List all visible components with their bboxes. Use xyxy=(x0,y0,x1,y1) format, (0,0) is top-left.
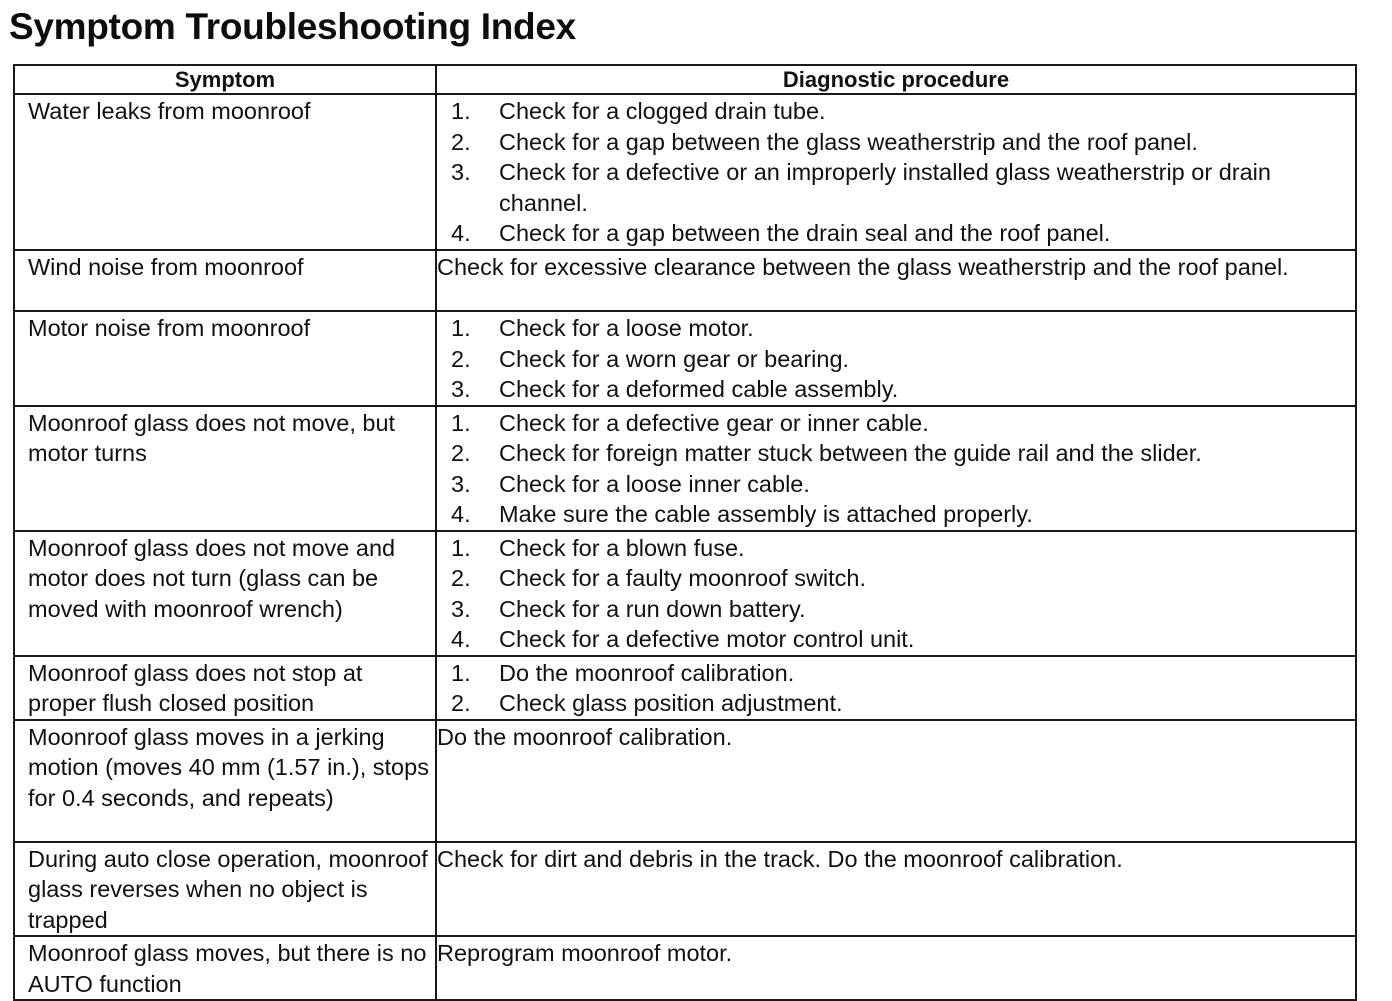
table-row xyxy=(14,842,1356,937)
step-number: 3. xyxy=(451,595,471,622)
step-text: Check for a defective gear or inner cable. xyxy=(499,409,929,436)
procedure-steps xyxy=(437,533,1355,655)
symptom-cell: Moonroof glass moves in a jerking motion (moves 40 mm (1.57 in.), stops for 0.4 seconds, and repeats) xyxy=(14,720,436,842)
procedure-steps xyxy=(437,408,1355,530)
step-text: Check for a defective or an improperly installed glass weatherstrip or drain channel. xyxy=(499,159,1271,216)
step-text: Check for a gap between the glass weatherstrip and the roof panel. xyxy=(499,128,1198,155)
symptom-cell: During auto close operation, moonroof glass reverses when no object is trapped xyxy=(14,842,436,937)
procedure-column-header: Diagnostic procedure xyxy=(436,65,1356,94)
procedure-step xyxy=(437,374,1355,405)
step-text: Check for a worn gear or bearing. xyxy=(499,345,850,372)
step-number: 3. xyxy=(451,159,471,185)
symptom-cell: Moonroof glass moves, but there is no AUTO function xyxy=(14,936,436,1000)
procedure-steps xyxy=(437,658,1355,719)
procedure-cell xyxy=(436,311,1356,406)
table-row xyxy=(14,311,1356,406)
troubleshooting-table xyxy=(13,64,1357,1001)
table-row xyxy=(14,406,1356,531)
procedure-step xyxy=(437,688,1355,719)
step-text: Check for a blown fuse. xyxy=(499,534,745,561)
step-text: Check for a run down battery. xyxy=(499,595,806,622)
step-text: Check for a loose motor. xyxy=(499,315,754,341)
step-number: 2. xyxy=(451,690,471,716)
symptom-cell: Motor noise from moonroof xyxy=(14,311,436,406)
procedure-step xyxy=(437,127,1355,158)
symptom-column-header: Symptom xyxy=(14,65,436,94)
procedure-step xyxy=(437,658,1355,689)
procedure-step xyxy=(437,438,1355,469)
procedure-step xyxy=(437,469,1355,500)
step-text: Check for a gap between the drain seal and the roof panel. xyxy=(499,220,1111,246)
procedure-step xyxy=(437,313,1355,344)
procedure-cell xyxy=(436,406,1356,531)
procedure-steps xyxy=(437,313,1355,405)
procedure-step xyxy=(437,624,1355,655)
step-number: 3. xyxy=(451,376,471,402)
step-text: Check for a loose inner cable. xyxy=(499,470,810,497)
table-row xyxy=(14,656,1356,720)
procedure-steps xyxy=(437,96,1355,249)
table-row xyxy=(14,720,1356,842)
step-text: Check for a defective motor control unit. xyxy=(499,626,915,652)
step-number: 1. xyxy=(451,409,471,436)
step-number: 3. xyxy=(451,470,471,497)
symptom-cell: Moonroof glass does not stop at proper flush closed position xyxy=(14,656,436,720)
symptom-cell: Wind noise from moonroof xyxy=(14,250,436,311)
procedure-step xyxy=(437,157,1355,218)
step-number: 2. xyxy=(451,128,471,155)
procedure-step xyxy=(437,408,1355,439)
step-number: 4. xyxy=(451,220,471,246)
step-text: Check for a faulty moonroof switch. xyxy=(499,565,867,591)
step-text: Check for a deformed cable assembly. xyxy=(499,376,899,402)
step-number: 1. xyxy=(451,98,471,124)
procedure-step xyxy=(437,344,1355,375)
step-number: 4. xyxy=(451,626,471,652)
step-number: 1. xyxy=(451,534,471,561)
symptom-cell: Moonroof glass does not move, but motor turns xyxy=(14,406,436,531)
page-title: Symptom Troubleshooting Index xyxy=(9,6,576,47)
step-number: 4. xyxy=(451,501,471,527)
procedure-cell: Do the moonroof calibration. xyxy=(436,720,1356,842)
step-number: 2. xyxy=(451,440,471,466)
table-row xyxy=(14,250,1356,311)
procedure-step xyxy=(437,499,1355,530)
step-number: 1. xyxy=(451,659,471,686)
step-text: Do the moonroof calibration. xyxy=(499,659,795,686)
table-row xyxy=(14,94,1356,250)
procedure-cell xyxy=(436,94,1356,250)
symptom-cell: Moonroof glass does not move and motor does not turn (glass can be moved with moonroof wrench) xyxy=(14,531,436,656)
procedure-cell: Check for dirt and debris in the track. Do the moonroof calibration. xyxy=(436,842,1356,937)
step-text: Check for a clogged drain tube. xyxy=(499,98,826,124)
procedure-cell xyxy=(436,531,1356,656)
procedure-step xyxy=(437,594,1355,625)
procedure-cell xyxy=(436,656,1356,720)
procedure-step xyxy=(437,96,1355,127)
step-text: Check glass position adjustment. xyxy=(499,690,843,716)
procedure-cell: Check for excessive clearance between the glass weatherstrip and the roof panel. xyxy=(436,250,1356,311)
step-text: Make sure the cable assembly is attached properly. xyxy=(499,501,1033,527)
procedure-step xyxy=(437,563,1355,594)
procedure-step xyxy=(437,218,1355,249)
symptom-cell: Water leaks from moonroof xyxy=(14,94,436,250)
table-header-row xyxy=(14,65,1356,94)
step-number: 2. xyxy=(451,345,471,372)
table-row xyxy=(14,936,1356,1000)
procedure-cell: Reprogram moonroof motor. xyxy=(436,936,1356,1000)
step-number: 1. xyxy=(451,315,471,341)
table-row xyxy=(14,531,1356,656)
step-text: Check for foreign matter stuck between the guide rail and the slider. xyxy=(499,440,1202,466)
step-number: 2. xyxy=(451,565,471,591)
procedure-step xyxy=(437,533,1355,564)
